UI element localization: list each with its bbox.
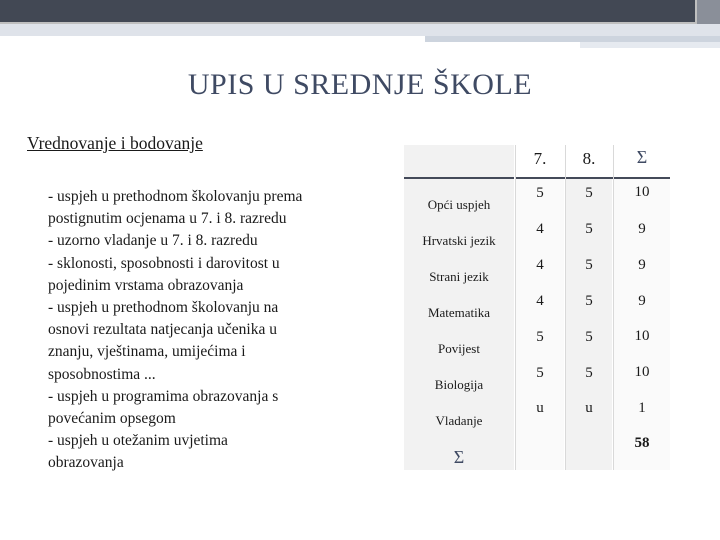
header-stripe-tertiary bbox=[580, 42, 720, 48]
cell-grade-8: 5 bbox=[585, 221, 593, 237]
row-label-subject: Opći uspjeh bbox=[427, 197, 491, 212]
total-sum-symbol: Σ bbox=[453, 447, 465, 467]
slide-subtitle: Vrednovanje i bodovanje bbox=[27, 133, 203, 153]
criteria-line: znanju, vještinama, umijećima i bbox=[48, 343, 246, 361]
criteria-line: sposobnostima ... bbox=[48, 365, 156, 383]
total-value: 58 bbox=[634, 435, 650, 451]
table-header-corner bbox=[404, 145, 514, 179]
cell-grade-7: 4 bbox=[536, 293, 544, 309]
criteria-line: postignutim ocjenama u 7. i 8. razredu bbox=[48, 210, 287, 228]
header-stripe bbox=[0, 24, 720, 36]
cell-grade-7: 5 bbox=[536, 365, 544, 381]
cell-sum: 10 bbox=[634, 184, 650, 200]
cell-sum: 9 bbox=[638, 257, 646, 273]
cell-grade-7: u bbox=[536, 400, 544, 416]
criteria-line: - uspjeh u otežanim uvjetima bbox=[48, 432, 228, 450]
cell-grade-7: 5 bbox=[536, 329, 544, 345]
cell-sum: 9 bbox=[638, 221, 646, 237]
criteria-line: - uspjeh u prethodnom školovanju na bbox=[48, 299, 279, 317]
criteria-line: - uspjeh u programima obrazovanja s bbox=[48, 387, 279, 405]
cell-grade-8: u bbox=[585, 400, 593, 416]
cell-grade-8: 5 bbox=[585, 293, 593, 309]
cell-grade-8: 5 bbox=[585, 365, 593, 381]
criteria-line: - uzorno vladanje u 7. i 8. razredu bbox=[48, 232, 258, 250]
cell-grade-7: 4 bbox=[536, 257, 544, 273]
cell-sum: 10 bbox=[634, 364, 650, 380]
criteria-line: - uspjeh u prethodnom školovanju prema bbox=[48, 188, 303, 205]
row-label-subject: Strani jezik bbox=[429, 269, 489, 284]
cell-sum: 10 bbox=[634, 328, 650, 344]
row-label-subject: Vladanje bbox=[435, 413, 483, 428]
cell-grade-7: 5 bbox=[536, 185, 544, 201]
criteria-line: osnovi rezultata natjecanja učenika u bbox=[48, 321, 277, 339]
header-grade-8: 8. bbox=[582, 149, 596, 168]
cell-sum: 1 bbox=[638, 400, 646, 416]
cell-sum: 9 bbox=[638, 293, 646, 309]
top-bar-accent bbox=[697, 0, 720, 24]
row-label-subject: Biologija bbox=[434, 377, 484, 392]
header-sum-symbol: Σ bbox=[636, 147, 648, 167]
cell-grade-8: 5 bbox=[585, 257, 593, 273]
row-label-subject: Povijest bbox=[438, 341, 480, 356]
cell-grade-7: 4 bbox=[536, 221, 544, 237]
header-grade-7: 7. bbox=[533, 149, 547, 168]
cell-grade-8: 5 bbox=[585, 185, 593, 201]
slide-title: UPIS U SREDNJE ŠKOLE bbox=[187, 68, 533, 101]
criteria-line: obrazovanja bbox=[48, 454, 124, 472]
row-label-subject: Hrvatski jezik bbox=[422, 233, 496, 248]
criteria-line: - sklonosti, sposobnosti i darovitost u bbox=[48, 254, 280, 272]
criteria-line: pojedinim vrstama obrazovanja bbox=[48, 276, 244, 294]
top-bar-dark bbox=[0, 0, 695, 22]
criteria-line: povećanim opsegom bbox=[48, 410, 176, 428]
cell-grade-8: 5 bbox=[585, 329, 593, 345]
row-label-subject: Matematika bbox=[427, 305, 491, 320]
criteria-list bbox=[48, 186, 368, 475]
